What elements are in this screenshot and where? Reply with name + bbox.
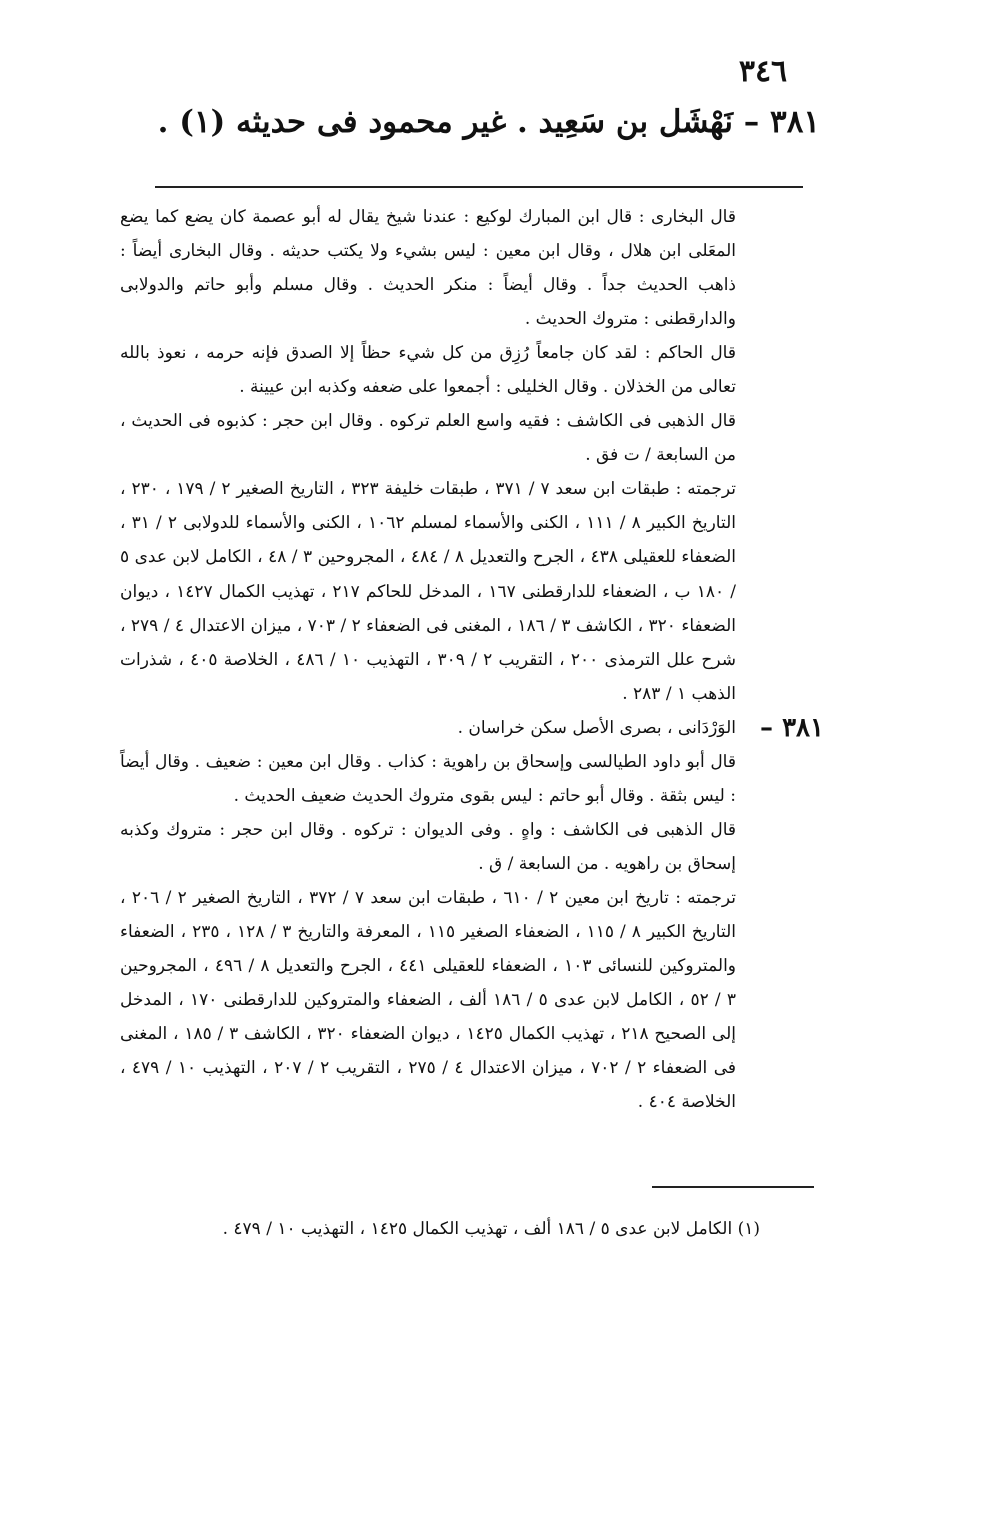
entry-title <box>40 104 820 140</box>
main-text <box>120 200 824 1119</box>
footnote: (١) الكامل لابن عدى ٥ / ١٨٦ ألف ، تهذيب الكمال ١٤٢٥ ، التهذيب ١٠ / ٤٧٩ . <box>222 1219 760 1239</box>
body-paragraph: قال أبو داود الطيالسى وإسحاق بن راهوية : كذاب . وقال ابن معين : ضعيف . وقال أيضاً : ليس بثقة . وقال أبو حاتم : ليس بقوى متروك الحديث ضعيف الحديث . <box>120 751 736 806</box>
entry-title-number: ٣٨١ – <box>743 104 820 140</box>
header-divider <box>155 186 803 188</box>
body-paragraph: قال الذهبى فى الكاشف : واهٍ . وفى الديوان : تركوه . وقال ابن حجر : متروك وكذبه إسحاق بن راهويه . من السابعة / ق . <box>120 819 736 874</box>
body-paragraph: ترجمته : تاريخ ابن معين ٢ / ٦١٠ ، طبقات ابن سعد ٧ / ٣٧٢ ، التاريخ الصغير ٢ / ٢٠٦ ، التاريخ الكبير ٨ / ١١٥ ، الضعفاء الصغير ١١٥ ، المعرفة والتاريخ ٣ / ١٢٨ ، ٢٣٥ ، الضعفاء والمتروكين للنسائى ١٠٣ ، الضعفاء للعقيلى ٤٤١ ، الجرح والتعديل ٨ / ٤٩٦ ، المجروحين ٣ / ٥٢ ، الكامل لابن عدى ٥ / ١٨٦ ألف ، الضعفاء والمتروكين للدارقطنى ١٧٠ ، المدخل إلى الصحيح ٢١٨ ، تهذيب الكمال ١٤٢٥ ، ديوان الضعفاء ٣٢٠ ، الكاشف ٣ / ١٨٥ ، المغنى فى الضعفاء ٢ / ٧٠٢ ، ميزان الاعتدال ٤ / ٢٧٥ ، التقريب ٢ / ٢٠٧ ، التهذيب ١٠ / ٤٧٩ ، الخلاصة ٤٠٤ . <box>120 887 737 1113</box>
page-number: ٣٤٦ <box>738 54 788 89</box>
body-paragraph: قال الحاكم : لقد كان جامعاً رُزِق من كل شيء حظاً إلا الصدق فإنه حرمه ، نعوذ بالله تعالى من الخذلان . وقال الخليلى : أجمعوا على ضعفه وكذبه ابن عيينة . <box>120 343 736 398</box>
second-entry <box>120 711 824 745</box>
body-paragraph: قال الذهبى فى الكاشف : فقيه واسع العلم تركوه . وقال ابن حجر : كذبوه فى الحديث ، من السابعة / ت فق . <box>120 411 736 466</box>
second-entry-heading: الوَرْدَانى ، بصرى الأصل سكن خراسان . <box>457 717 736 738</box>
body-paragraph: ترجمته : طبقات ابن سعد ٧ / ٣٧١ ، طبقات خليفة ٣٢٣ ، التاريخ الصغير ٢ / ١٧٩ ، ٢٣٠ ، التاريخ الكبير ٨ / ١١١ ، الكنى والأسماء لمسلم ١٠٦٢ ، الكنى والأسماء للدولابى ٢ / ٣١ ، الضعفاء للعقيلى ٤٣٨ ، الجرح والتعديل ٨ / ٤٨٤ ، المجروحين ٣ / ٤٨ ، الكامل لابن عدى ٥ / ١٨٠ ب ، الضعفاء للدارقطنى ١٦٧ ، المدخل للحاكم ٢١٧ ، تهذيب الكمال ١٤٢٧ ، ديوان الضعفاء ٣٢٠ ، الكاشف ٣ / ١٨٦ ، المغنى فى الضعفاء ٢ / ٧٠٣ ، ميزان الاعتدال ٤ / ٢٧٩ ، شرح علل الترمذى ٢٠٠ ، التقريب ٢ / ٣٠٩ ، التهذيب ١٠ / ٤٨٦ ، الخلاصة ٤٠٥ ، شذرات الذهب ١ / ٢٨٣ . <box>120 479 736 704</box>
footnote-divider <box>652 1186 814 1188</box>
entry-title-text: نَهْشَل بن سَعِيد . غير محمود فى حديثه (١) . <box>157 104 733 140</box>
second-entry-number: ٣٨١ – <box>760 712 824 743</box>
body-paragraph: قال البخارى : قال ابن المبارك لوكيع : عندنا شيخ يقال له أبو عصمة كان يضع كما يضع المعَلى ابن هلال ، وقال ابن معين : ليس بشيء ولا يكتب حديثه . وقال البخارى أيضاً : ذاهب الحديث جداً . وقال أيضاً : منكر الحديث . وقال مسلم وأبو حاتم والدولابى والدارقطنى : متروك الحديث . <box>120 207 736 330</box>
